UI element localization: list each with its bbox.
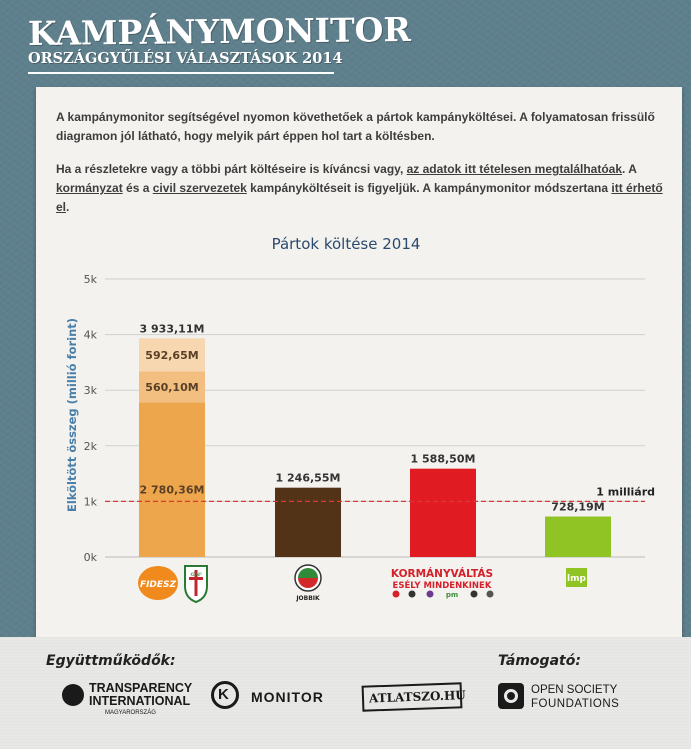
intro-paragraph-1: A kampánymonitor segítségével nyomon követhetőek a pártok kampányköltései. A folyamatosan frissülő diagramon jól látható, hogy melyik párt éppen hol tart a költésben. xyxy=(56,110,655,143)
partners-heading: Együttműködők: xyxy=(46,653,176,669)
intro-text-c: és a xyxy=(122,181,153,195)
k-monitor-text: MONITOR xyxy=(251,689,324,705)
footer xyxy=(0,637,691,749)
bar-group xyxy=(139,322,205,557)
y-tick-label: 0k xyxy=(83,551,97,564)
page-title: KAMPÁNYMONITOR xyxy=(27,9,412,53)
kormanyvaltas-logo-line2: ESÉLY MINDENKINEK xyxy=(392,581,492,591)
ti-line1: TRANSPARENCY xyxy=(89,681,193,695)
ti-line3: MAGYARORSZÁG xyxy=(105,710,156,716)
y-tick-label: 1k xyxy=(83,495,97,509)
bar-segment xyxy=(545,517,611,557)
segment-label: 592,65M xyxy=(145,348,199,362)
bar-segment xyxy=(275,488,341,557)
y-tick-label: 2k xyxy=(83,439,97,453)
atlatszo-logo[interactable] xyxy=(362,682,466,711)
y-tick-label: 4k xyxy=(83,328,97,342)
jobbik-logo xyxy=(295,565,321,602)
bar-segment xyxy=(410,469,476,557)
data-details-link[interactable]: az adatok itt tételesen megtalálhatóak xyxy=(406,162,623,176)
bar-group xyxy=(410,453,476,557)
bar-segment xyxy=(139,402,205,557)
civil-organizations-link[interactable]: civil szervezetek xyxy=(152,181,247,195)
osf-icon-inner xyxy=(504,689,518,703)
k-monitor-k: K xyxy=(218,686,229,703)
bar-total-label: 1 588,50M xyxy=(410,452,476,466)
fidesz-logo xyxy=(138,566,178,600)
chart-title: Pártok költése 2014 xyxy=(271,235,421,253)
kdnp-logo-text: KDNP xyxy=(190,572,202,577)
segment-label: 560,10M xyxy=(145,380,199,394)
bar-total-label: 728,19M xyxy=(551,500,605,514)
lmp-logo-text: lmp xyxy=(567,574,586,584)
sponsor-heading: Támogató: xyxy=(498,653,581,669)
bar-group xyxy=(275,472,341,557)
y-axis-label: Elköltött összeg (millió forint) xyxy=(65,317,79,513)
transparency-international-logo[interactable] xyxy=(60,680,200,720)
atlatszo-text: ATLATSZO.HU xyxy=(368,688,466,706)
kormanyvaltas-pm-text: pm xyxy=(445,591,459,599)
bars xyxy=(139,322,611,557)
bar-group xyxy=(545,501,611,557)
kormanyvaltas-logo xyxy=(391,567,494,599)
y-axis-ticks xyxy=(84,273,98,564)
intro-text-a: Ha a részletekre vagy a többi párt költéseire is kíváncsi vagy, xyxy=(56,162,407,176)
page-subtitle: ORSZÁGGYŰLÉSI VÁLASZTÁSOK 2014 xyxy=(28,50,343,67)
fidesz-logo-text: FIDESZ xyxy=(139,580,177,590)
jobbik-logo-text: JOBBIK xyxy=(296,595,320,602)
y-tick-label: 3k xyxy=(83,384,97,398)
osf-line1: OPEN SOCIETY xyxy=(531,684,618,696)
lmp-logo xyxy=(566,568,587,587)
intro-text-e: . xyxy=(66,200,70,214)
kormanyvaltas-logo-line1: KORMÁNYVÁLTÁS xyxy=(390,568,494,580)
ti-line2: INTERNATIONAL xyxy=(89,694,191,708)
bar-total-label: 3 933,11M xyxy=(139,322,205,336)
intro-text-b: . A xyxy=(622,162,637,176)
k-monitor-logo[interactable] xyxy=(211,681,341,713)
segment-label: 2 780,36M xyxy=(139,483,205,497)
ti-globe-icon xyxy=(62,684,84,706)
open-society-logo[interactable] xyxy=(498,681,638,717)
government-link[interactable]: kormányzat xyxy=(56,181,123,195)
methodology-link[interactable]: itt érhető el xyxy=(56,181,663,214)
intro-text-d: kampányköltéseit is figyeljük. A kampánymonitor módszertana xyxy=(246,181,612,195)
y-tick-label: 5k xyxy=(83,273,97,286)
osf-line2: FOUNDATIONS xyxy=(531,698,620,710)
reference-line-label: 1 milliárd xyxy=(596,485,655,499)
bar-total-label: 1 246,55M xyxy=(275,471,341,485)
kdnp-logo xyxy=(185,566,207,602)
